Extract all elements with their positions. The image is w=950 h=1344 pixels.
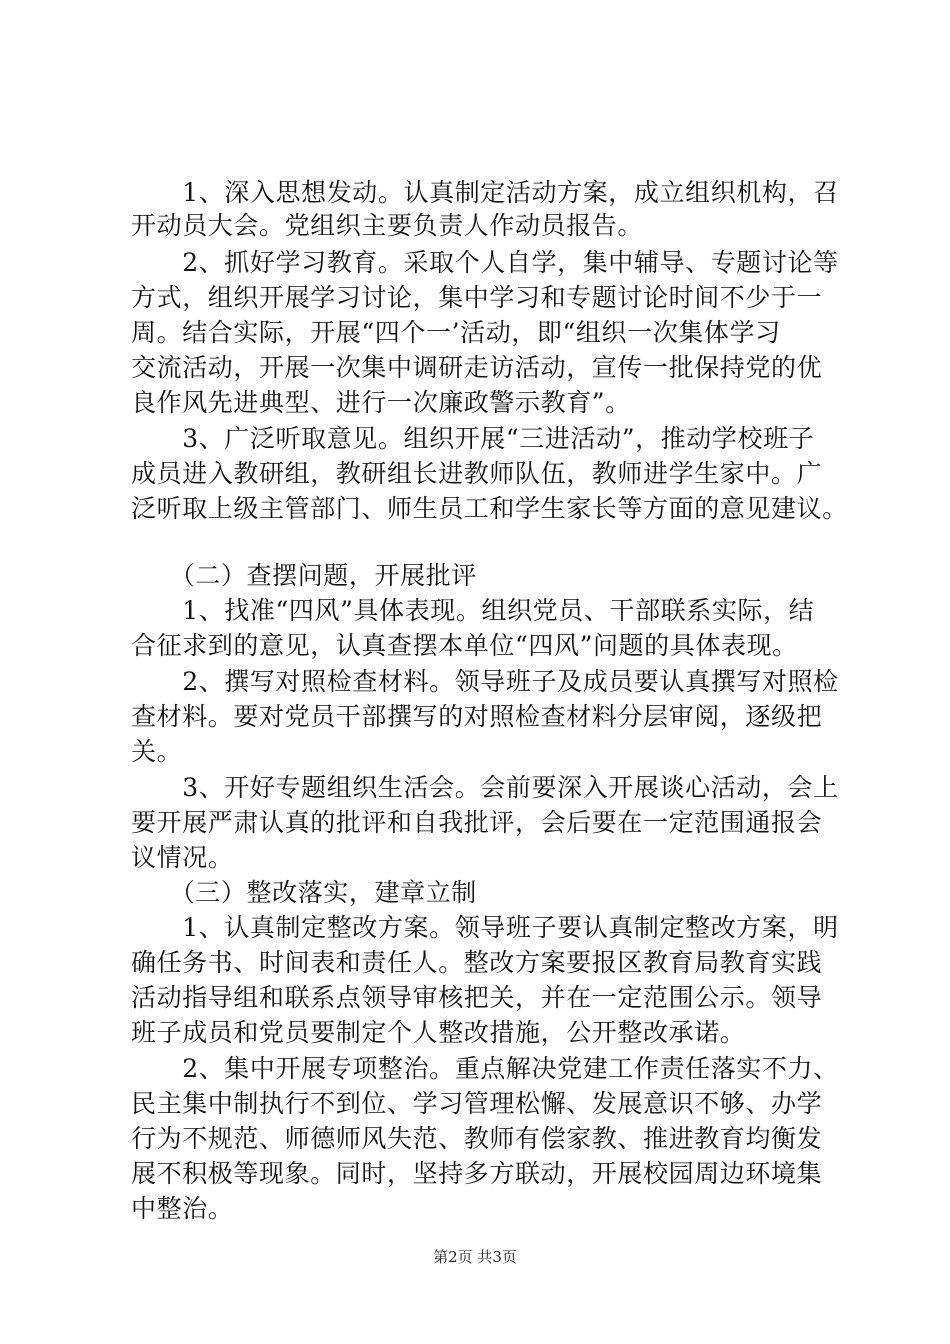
body-line: 要开展严肃认真的批评和自我批评，会后要在一定范围通报会 [131,808,823,837]
body-line: 展不积极等现象。同时，坚持多方联动，开展校园周边环境集 [131,1159,823,1188]
body-line: 成员进入教研组，教研组长进教师队伍，教师进学生家中。广 [131,459,823,488]
body-line: 泛听取上级主管部门、师生员工和学生家长等方面的意见建议。 [131,494,848,523]
body-line: 行为不规范、师德师风失范、教师有偿家教、推进教育均衡发 [131,1124,823,1153]
body-line: 1、找准“四风”具体表现。组织党员、干部联系实际，结 [131,596,815,625]
body-line: 活动指导组和联系点领导审核把关，并在一定范围公示。领导 [131,983,823,1012]
body-line: 开动员大会。党组织主要负责人作动员报告。 [131,211,644,240]
body-line: 良作风先进典型、进行一次廉政警示教育”。 [131,388,631,417]
body-line: 周。结合实际，开展“四个一’活动，即“组织一次集体学习 [131,318,781,347]
section-heading: （三）整改落实，建章立制 [131,878,477,907]
page-footer: 第2页 共3页 [433,1248,517,1266]
body-line: 合征求到的意见，认真查摆本单位“四风”问题的具体表现。 [131,631,798,660]
body-line: 3、广泛听取意见。组织开展“三进活动”，推动学校班子 [131,424,815,453]
body-line: 1、深入思想发动。认真制定活动方案，成立组织机构，召 [131,178,839,207]
body-line: 中整治。 [131,1194,234,1223]
body-line: 方式，组织开展学习讨论，集中学习和专题讨论时间不少于一 [131,283,823,312]
body-line: 确任务书、时间表和责任人。整改方案要报区教育局教育实践 [131,948,823,977]
body-line: 关。 [131,737,183,766]
body-line: 交流活动，开展一次集中调研走访活动，宣传一批保持党的优 [131,353,823,382]
section-heading: （二）查摆问题，开展批评 [131,561,477,590]
body-line: 2、集中开展专项整治。重点解决党建工作责任落实不力、 [131,1054,839,1083]
body-line: 查材料。要对党员干部撰写的对照检查材料分层审阅，逐级把 [131,702,823,731]
body-line: 2、抓好学习教育。采取个人自学，集中辅导、专题讨论等 [131,248,839,277]
body-line: 班子成员和党员要制定个人整改措施，公开整改承诺。 [131,1018,746,1047]
body-line: 2、撰写对照检查材料。领导班子及成员要认真撰写对照检 [131,667,839,696]
body-line: 3、开好专题组织生活会。会前要深入开展谈心活动，会上 [131,773,839,802]
body-line: 1、认真制定整改方案。领导班子要认真制定整改方案，明 [131,913,839,942]
body-line: 民主集中制执行不到位、学习管理松懈、发展意识不够、办学 [131,1089,823,1118]
body-line: 议情况。 [131,843,234,872]
